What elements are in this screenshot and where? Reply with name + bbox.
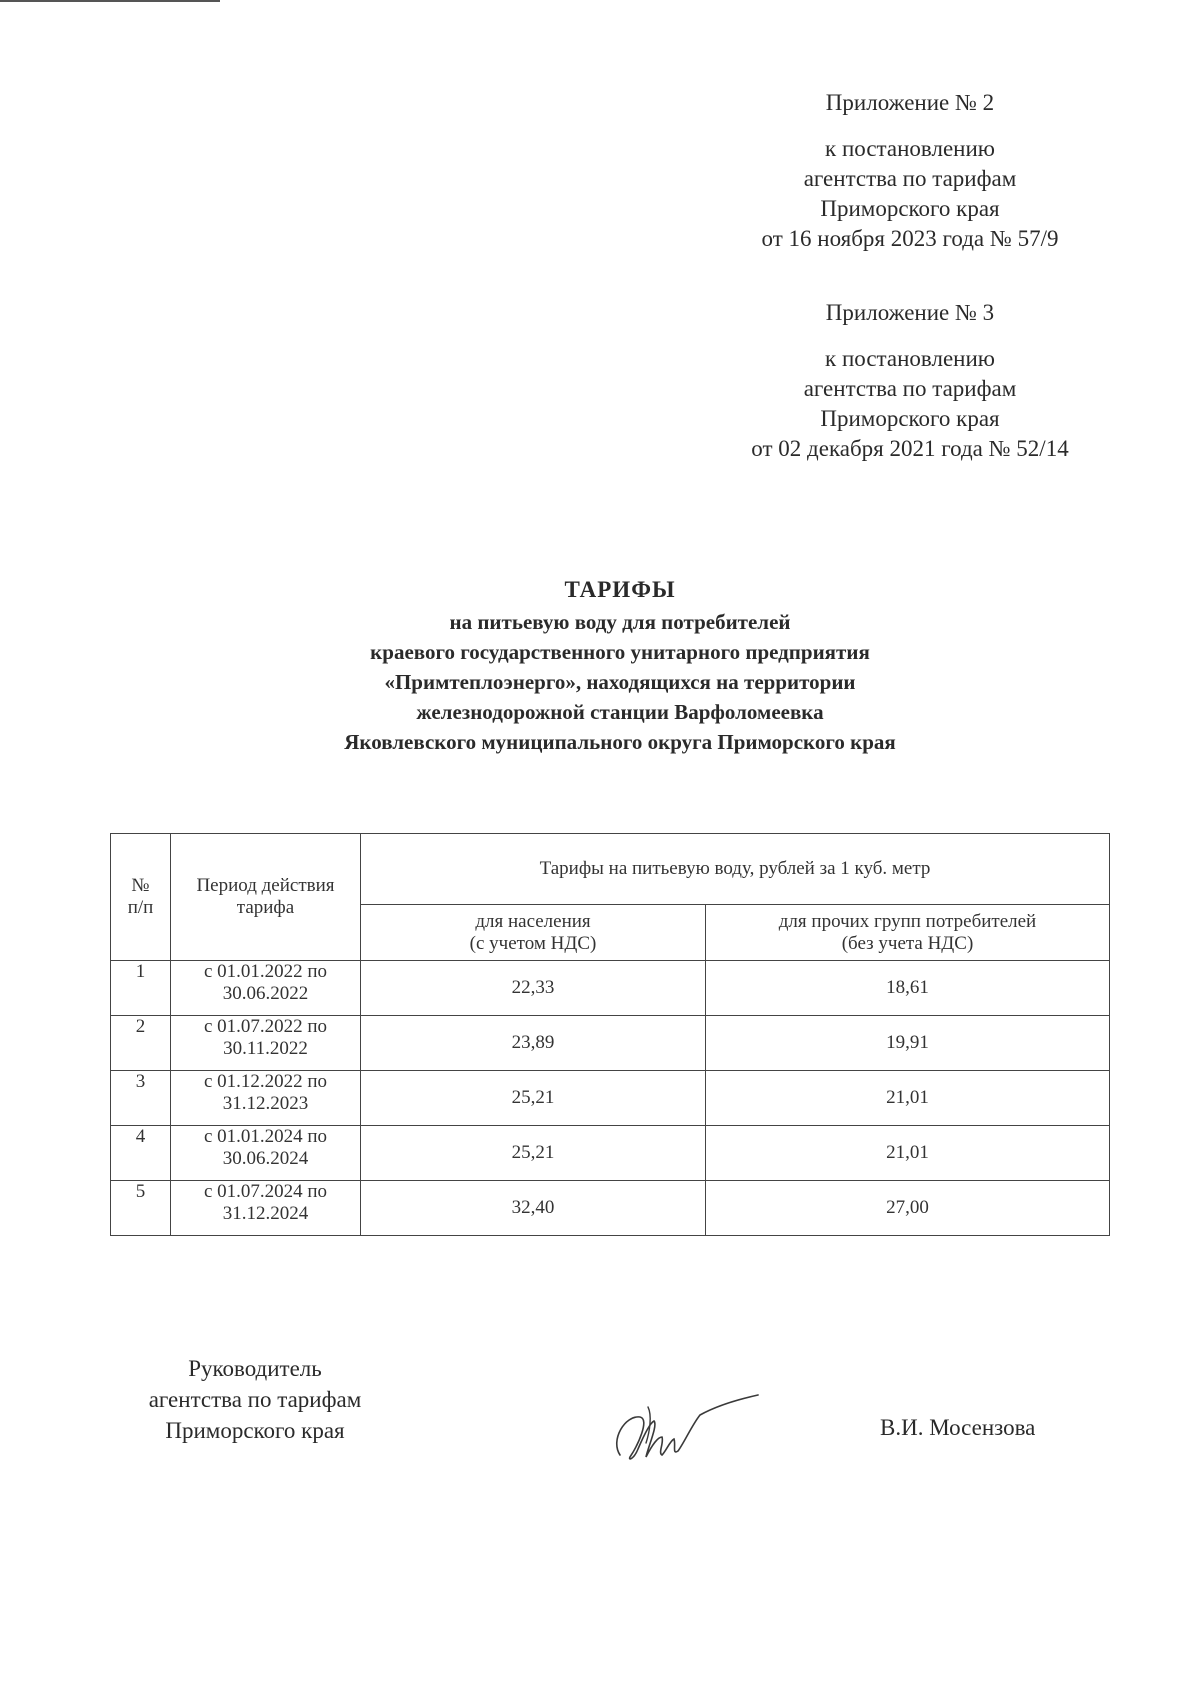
period-line: с 01.07.2022 по: [203, 1016, 328, 1037]
signer-position: [100, 1353, 410, 1446]
row-other-tariff: 19,91: [706, 1016, 1110, 1071]
header-other-line: (без учета НДС): [841, 932, 974, 954]
row-period: [171, 1126, 361, 1181]
scan-edge-line: [0, 0, 220, 2]
table-row: [111, 1016, 1110, 1071]
header-period-line: Период действия: [196, 875, 335, 896]
appendix-number: Приложение № 3: [825, 300, 995, 325]
title-line: железнодорожной станции Варфоломеевка: [416, 700, 824, 724]
appendix-3-header: [700, 298, 1120, 464]
appendix-line: к постановлению: [825, 136, 995, 161]
period-line: с 01.01.2022 по: [203, 961, 328, 982]
period-line: 30.11.2022: [223, 1038, 308, 1059]
period-line: 31.12.2024: [222, 1203, 309, 1224]
appendix-number: Приложение № 2: [825, 90, 995, 115]
row-period: [171, 1071, 361, 1126]
signer-position-line: агентства по тарифам: [148, 1387, 362, 1412]
table-row: [111, 1181, 1110, 1236]
header-population-line: (с учетом НДС): [469, 932, 597, 954]
handwritten-signature-icon: [600, 1385, 760, 1475]
appendix-line: Приморского края: [820, 196, 1000, 221]
period-line: 30.06.2024: [222, 1148, 309, 1169]
appendix-line: агентства по тарифам: [803, 166, 1017, 191]
signer-position-line: Приморского края: [165, 1418, 345, 1443]
title-line: Яковлевского муниципального округа Приморского края: [344, 730, 896, 754]
period-line: с 01.01.2024 по: [203, 1126, 328, 1147]
row-number: 1: [111, 961, 171, 1016]
header-number-line: №: [131, 875, 150, 896]
header-other-line: для прочих групп потребителей: [778, 910, 1037, 932]
row-population-tariff: 25,21: [361, 1071, 706, 1126]
title-line: «Примтеплоэнерго», находящихся на территории: [384, 670, 856, 694]
row-period: [171, 961, 361, 1016]
document-title: [150, 575, 1090, 757]
row-period: [171, 1181, 361, 1236]
appendix-line: к постановлению: [825, 346, 995, 371]
period-line: с 01.12.2022 по: [203, 1071, 328, 1092]
title-line: на питьевую воду для потребителей: [449, 610, 791, 634]
appendix-line: от 02 декабря 2021 года № 52/14: [751, 436, 1069, 461]
header-number: [111, 834, 171, 961]
table-row: [111, 961, 1110, 1016]
appendix-line: от 16 ноября 2023 года № 57/9: [761, 226, 1059, 251]
period-line: с 01.07.2024 по: [203, 1181, 328, 1202]
period-line: 31.12.2023: [222, 1093, 309, 1114]
row-number: 5: [111, 1181, 171, 1236]
row-other-tariff: 18,61: [706, 961, 1110, 1016]
row-number: 3: [111, 1071, 171, 1126]
row-number: 4: [111, 1126, 171, 1181]
title-main: ТАРИФЫ: [564, 577, 676, 602]
header-number-line: п/п: [127, 897, 154, 918]
row-other-tariff: 21,01: [706, 1126, 1110, 1181]
title-line: краевого государственного унитарного предприятия: [370, 640, 870, 664]
signer-name: В.И. Мосензова: [880, 1415, 1036, 1440]
row-population-tariff: 32,40: [361, 1181, 706, 1236]
header-population-line: для населения: [475, 910, 591, 932]
period-line: 30.06.2022: [222, 983, 309, 1004]
header-period-line: тарифа: [236, 897, 295, 918]
table-header-row: [111, 834, 1110, 905]
header-period: [171, 834, 361, 961]
header-tariffs: Тарифы на питьевую воду, рублей за 1 куб. метр: [361, 834, 1110, 905]
appendix-2-header: [700, 88, 1120, 254]
row-population-tariff: 25,21: [361, 1126, 706, 1181]
appendix-line: агентства по тарифам: [803, 376, 1017, 401]
row-population-tariff: 22,33: [361, 961, 706, 1016]
header-other: [706, 905, 1110, 961]
header-population: [361, 905, 706, 961]
row-population-tariff: 23,89: [361, 1016, 706, 1071]
table-row: [111, 1071, 1110, 1126]
row-period: [171, 1016, 361, 1071]
tariffs-table: [110, 833, 1110, 1236]
table-row: [111, 1126, 1110, 1181]
row-other-tariff: 27,00: [706, 1181, 1110, 1236]
signer-position-line: Руководитель: [188, 1356, 322, 1381]
row-number: 2: [111, 1016, 171, 1071]
appendix-line: Приморского края: [820, 406, 1000, 431]
row-other-tariff: 21,01: [706, 1071, 1110, 1126]
